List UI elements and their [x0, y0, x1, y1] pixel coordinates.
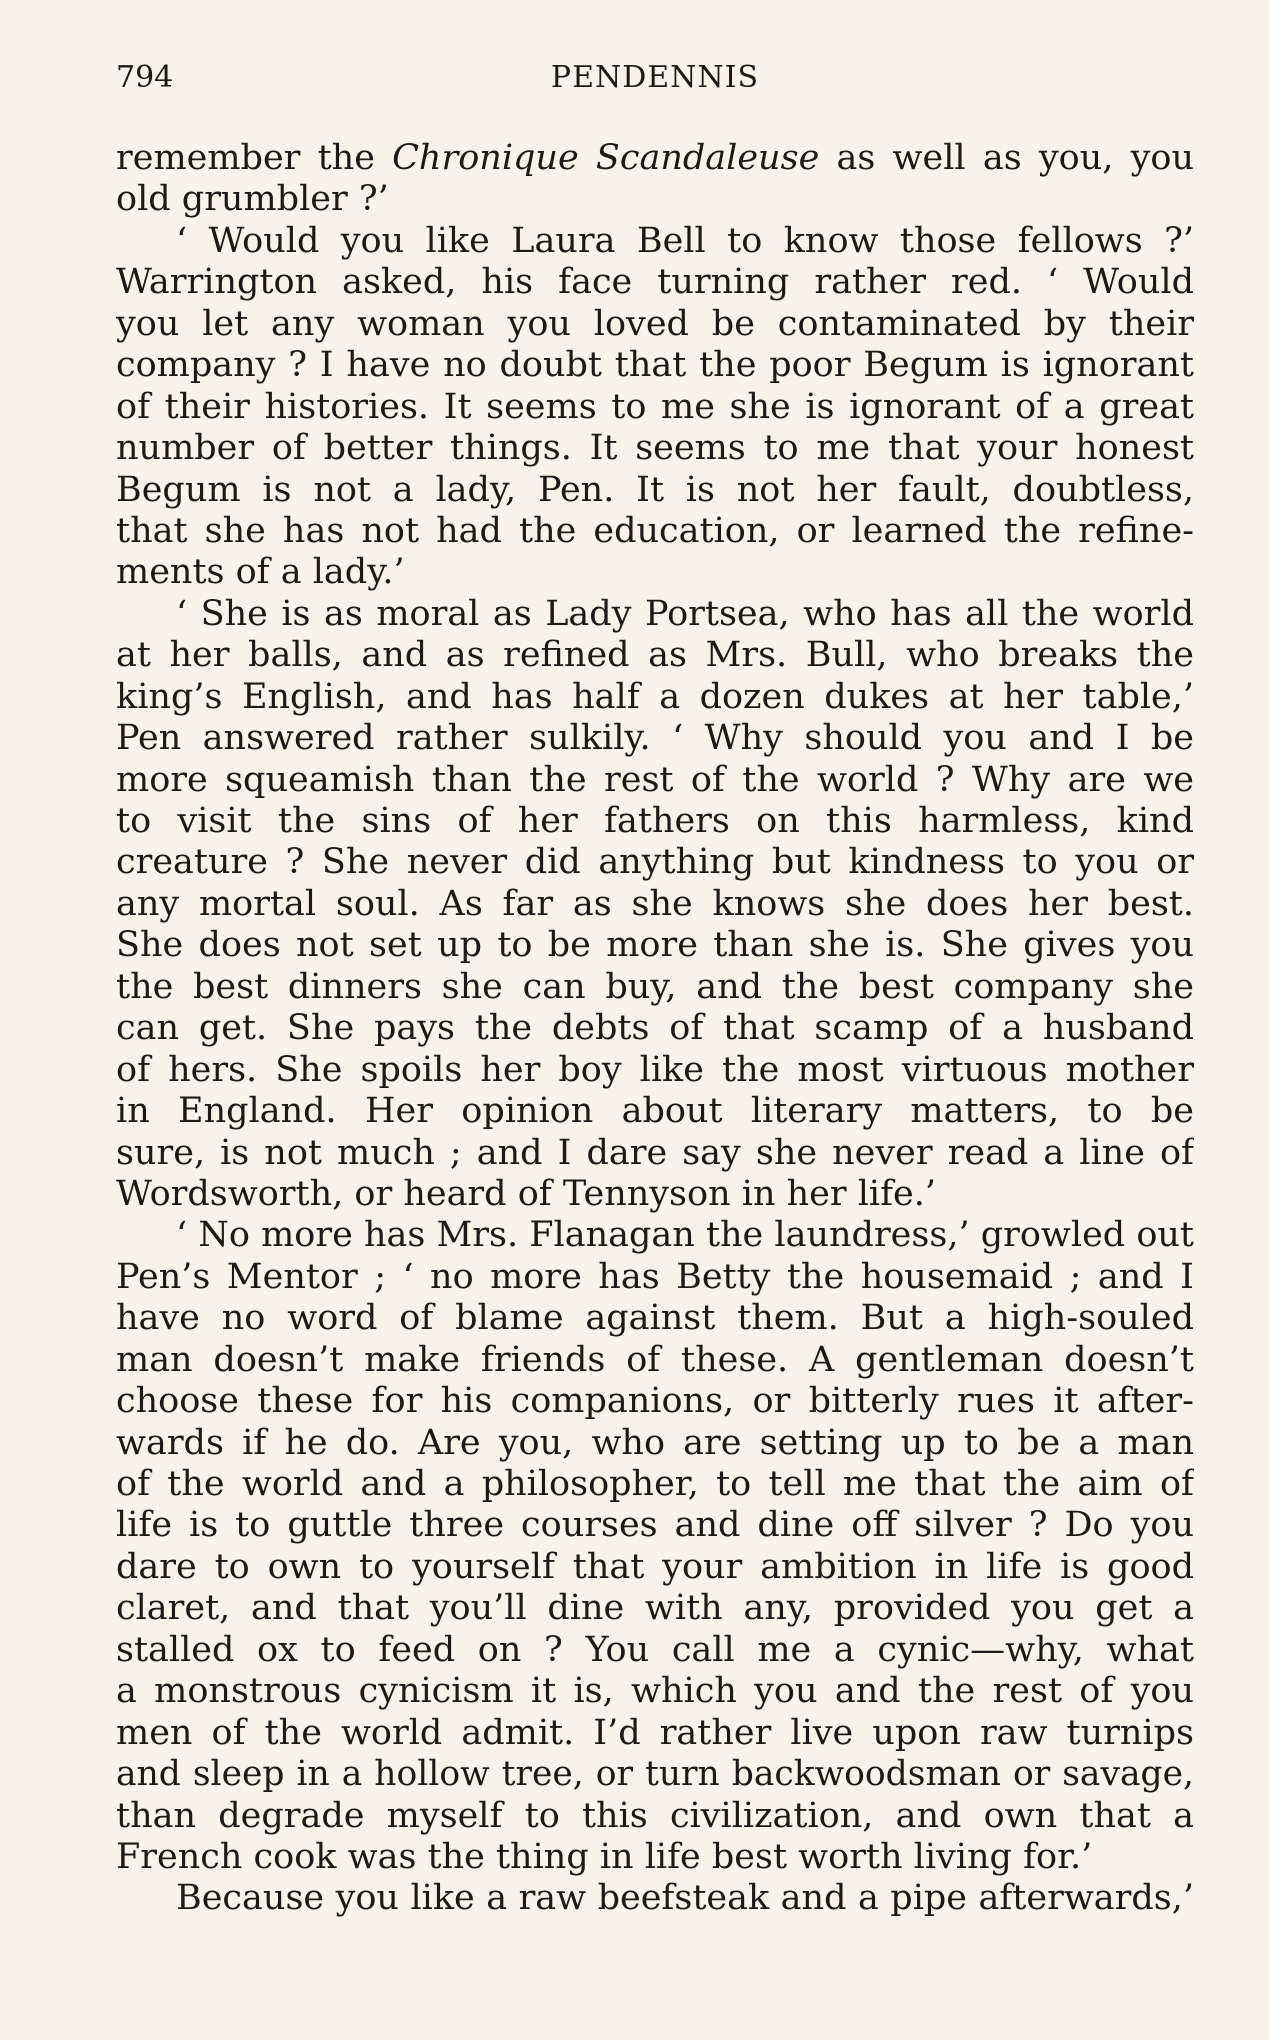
text-line: have no word of blame against them. But a high-souled — [116, 1298, 1194, 1339]
text-line: stalled ox to feed on ? You call me a cynic—why, what — [116, 1629, 1194, 1670]
text-line: a monstrous cynicism it is, which you and the rest of you — [116, 1671, 1194, 1712]
text-line: choose these for his companions, or bitterly rues it after- — [116, 1381, 1194, 1422]
text-line: Pen’s Mentor ; ‘ no more has Betty the housemaid ; and I — [116, 1256, 1194, 1297]
text-line: king’s English, and has half a dozen dukes at her table,’ — [116, 676, 1194, 717]
text-line: that she has not had the education, or learned the refine- — [116, 510, 1194, 551]
text-line: Warrington asked, his face turning rather red. ‘ Would — [116, 262, 1194, 303]
text-line: remember the Chronique Scandaleuse as well as you, you — [116, 138, 1194, 178]
book-title: PENDENNIS — [550, 60, 760, 95]
text-line: the best dinners she can buy, and the best company she — [116, 966, 1194, 1007]
text-line: Pen answered rather sulkily. ‘ Why should you and I be — [116, 718, 1194, 759]
text-line: of their histories. It seems to me she is ignorant of a great — [116, 386, 1194, 427]
text-line: man doesn’t make friends of these. A gentleman doesn’t — [116, 1339, 1194, 1380]
text-line: in England. Her opinion about literary matters, to be — [116, 1091, 1194, 1132]
text-line: number of better things. It seems to me that your honest — [116, 428, 1194, 469]
text-line: than degrade myself to this civilization, and own that a — [116, 1795, 1194, 1836]
text-line: wards if he do. Are you, who are setting up to be a man — [116, 1422, 1194, 1463]
running-head — [116, 56, 1194, 100]
text-line: life is to guttle three courses and dine off silver ? Do you — [116, 1505, 1194, 1546]
text-line: claret, and that you’ll dine with any, provided you get a — [116, 1588, 1194, 1629]
text-line: French cook was the thing in life best worth living for.’ — [116, 1836, 1093, 1877]
page-number: 794 — [116, 60, 174, 95]
text-line: She does not set up to be more than she is. She gives you — [116, 925, 1194, 966]
text-line: ‘ No more has Mrs. Flanagan the laundress,’ growled out — [176, 1215, 1194, 1256]
text-line: of the world and a philosopher, to tell me that the aim of — [116, 1464, 1194, 1504]
text-line: creature ? She never did anything but kindness to you or — [116, 842, 1194, 883]
text-line: and sleep in a hollow tree, or turn backwoodsman or savage, — [116, 1754, 1194, 1795]
text-line: any mortal soul. As far as she knows she does her best. — [116, 883, 1194, 924]
text-line: at her balls, and as refined as Mrs. Bull, who breaks the — [116, 635, 1194, 676]
text-line: of hers. She spoils her boy like the most virtuous mother — [116, 1049, 1194, 1090]
text-line: Begum is not a lady, Pen. It is not her fault, doubtless, — [116, 469, 1194, 510]
text-line: to visit the sins of her fathers on this harmless, kind — [116, 801, 1194, 841]
text-line: more squeamish than the rest of the world ? Why are we — [116, 759, 1194, 800]
text-line: can get. She pays the debts of that scamp of a husband — [116, 1008, 1194, 1049]
text-line: old grumbler ?’ — [116, 179, 389, 220]
text-line: men of the world admit. I’d rather live upon raw turnips — [116, 1712, 1194, 1753]
text-line: Wordsworth, or heard of Tennyson in her life.’ — [116, 1173, 937, 1214]
italic-title: Chronique Scandaleuse — [392, 138, 820, 178]
text-line: Because you like a raw beefsteak and a pipe afterwards,’ — [176, 1878, 1194, 1919]
text-line: sure, is not much ; and I dare say she never read a line of — [116, 1132, 1194, 1173]
text-line: dare to own to yourself that your ambition in life is good — [116, 1546, 1194, 1587]
body-text — [116, 138, 1194, 1920]
text-line: you let any woman you loved be contaminated by their — [116, 303, 1194, 344]
text-line: ‘ Would you like Laura Bell to know those fellows ?’ — [176, 220, 1194, 261]
text-line: ments of a lady.’ — [116, 552, 405, 593]
text-line: ‘ She is as moral as Lady Portsea, who has all the world — [176, 593, 1194, 634]
text-line: company ? I have no doubt that the poor Begum is ignorant — [116, 345, 1194, 386]
